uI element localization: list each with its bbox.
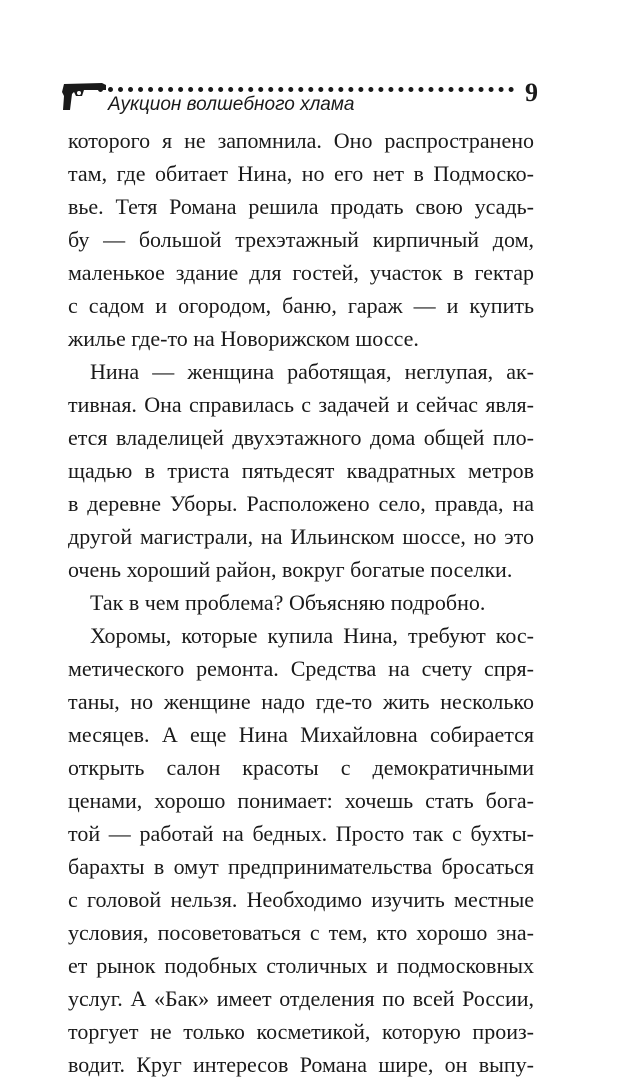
text-line: с головой нельзя. Необходимо изучить местные xyxy=(68,887,534,912)
text-line: другой магистрали, на Ильинском шоссе, но это xyxy=(68,524,534,549)
running-title: Аукцион волшебного хлама xyxy=(108,94,355,115)
text-line: ет рынок подобных столичных и подмосковных xyxy=(68,953,534,978)
text-line: Хоромы, которые купила Нина, требуют кос- xyxy=(90,623,534,648)
text-line: открыть салон красоты с демократичными xyxy=(68,755,534,780)
text-line: очень хороший район, вокруг богатые поселки. xyxy=(68,557,513,582)
text-line: в деревне Уборы. Расположено село, правда, на xyxy=(68,491,534,516)
text-line: условия, посоветоваться с тем, кто хорошо зна- xyxy=(68,920,534,945)
text-line: тивная. Она справилась с задачей и сейчас явля- xyxy=(68,392,534,417)
text-line: месяцев. А еще Нина Михайловна собирается xyxy=(68,722,534,747)
text-line: водит. Круг интересов Романа шире, он выпу- xyxy=(68,1052,534,1077)
text-line: Так в чем проблема? Объясняю подробно. xyxy=(90,590,486,615)
text-line: с садом и огородом, баню, гараж — и купить xyxy=(68,293,534,318)
text-line: барахты в омут предпринимательства бросаться xyxy=(68,854,534,879)
text-line: таны, но женщине надо где-то жить несколько xyxy=(68,689,534,714)
text-line: бу — большой трехэтажный кирпичный дом, xyxy=(68,227,534,252)
revolver-icon xyxy=(62,80,108,114)
text-line: метического ремонта. Средства на счету спря- xyxy=(68,656,534,681)
running-header xyxy=(62,74,538,124)
text-line: маленькое здание для гостей, участок в гектар xyxy=(68,260,534,285)
text-line: ценами, хорошо понимает: хочешь стать бога- xyxy=(68,788,534,813)
text-line: Нина — женщина работящая, неглупая, ак- xyxy=(90,359,534,384)
text-line: там, где обитает Нина, но его нет в Подмоско- xyxy=(68,161,534,186)
text-line: которого я не запомнила. Оно распространено xyxy=(68,128,534,153)
text-line: вье. Тетя Романа решила продать свою усадь- xyxy=(68,194,534,219)
text-line: торгует не только косметикой, которую произ- xyxy=(68,1019,534,1044)
dotted-rule xyxy=(98,87,514,92)
body-text xyxy=(68,124,534,1081)
page-number: 9 xyxy=(525,78,538,107)
text-line: услуг. А «Бак» имеет отделения по всей России, xyxy=(68,986,534,1011)
text-line: щадью в триста пятьдесят квадратных метров xyxy=(68,458,534,483)
text-line: той — работай на бедных. Просто так с бухты- xyxy=(68,821,534,846)
text-line: жилье где-то на Новорижском шоссе. xyxy=(68,326,419,351)
text-line: ется владелицей двухэтажного дома общей пло- xyxy=(68,425,534,450)
